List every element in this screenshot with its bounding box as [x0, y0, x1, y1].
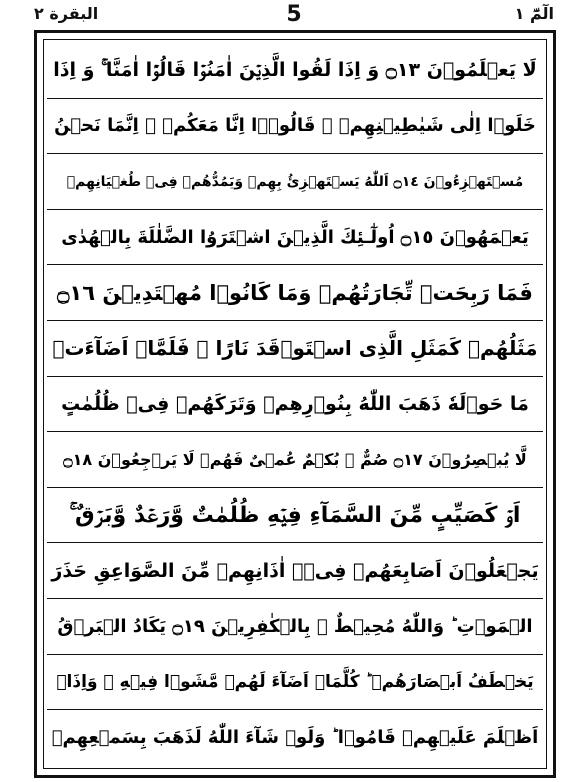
text-line: [47, 43, 543, 99]
line-text: الۡمَوۡتِ ؕ وَاللّٰهُ مُحِيۡطٌ ۢ بِالۡكٰفِرِيۡنَ ۝١٩ يَكَادُ الۡبَرۡقُ: [57, 615, 533, 637]
text-line: [47, 655, 543, 711]
text-line: [47, 321, 543, 377]
text-line: [47, 432, 543, 488]
text-lines: [47, 43, 543, 765]
line-text: فَمَا رَبِحَتۡ تِّجَارَتُهُمۡ وَمَا كَانُوۡا مُهۡتَدِيۡنَ ۝١٦: [57, 280, 533, 305]
line-text: يَعۡمَهُوۡنَ ۝١٥ اُولٰٓـئِكَ الَّذِيۡنَ اشۡتَرَوُا الضَّلٰلَةَ بِالۡهُدٰى: [61, 226, 529, 248]
surah-name: البقرة ٢: [34, 4, 99, 23]
text-line: [47, 599, 543, 655]
line-text: مَا حَوۡلَهٗ ذَهَبَ اللّٰهُ بِنُوۡرِهِمۡ وَتَرَكَهُمۡ فِىۡ ظُلُمٰتٍ: [61, 392, 529, 415]
line-text: لَا يَعۡلَمُوۡنَ ۝١٣ وَ اِذَا لَقُوا الَّذِيۡنَ اٰمَنُوۡا قَالُوۡۤا اٰمَنَّا ۚ وَ اِذَا: [53, 59, 537, 82]
line-text: مُسۡتَهۡزِءُوۡنَ ۝١٤ اَللّٰهُ يَسۡتَهۡزِئُ بِهِمۡ وَيَمُدُّهُمۡ فِىۡ طُغۡيَانِهِمۡ: [66, 173, 524, 190]
line-text: خَلَوۡا اِلٰى شَيٰطِيۡنِهِمۡ ۙ قَالُوۡۤا اِنَّا مَعَكُمۡ ۙ اِنَّمَا نَحۡنُ: [54, 115, 536, 137]
text-line: [47, 543, 543, 599]
text-line: [47, 210, 543, 266]
line-text: يَجۡعَلُوۡنَ اَصَابِعَهُمۡ فِىۡۤ اٰذَانِهِمۡ مِّنَ الصَّوَاعِقِ حَذَرَ: [51, 559, 539, 582]
text-line: [47, 377, 543, 433]
line-text: يَخۡطَفُ اَبۡصَارَهُمۡ ؕ كُلَّمَاۤ اَضَآءَ لَهُمۡ مَّشَوۡا فِيۡهِ ۙ وَاِذَاۤ: [56, 672, 534, 692]
page-number: 5: [286, 2, 302, 27]
page-header: [34, 4, 554, 30]
page-frame: [34, 30, 556, 778]
text-line: [47, 488, 543, 544]
line-text: مَثَلُهُمۡ كَمَثَلِ الَّذِى اسۡتَوۡقَدَ نَارًا ۚ فَلَمَّاۤ اَضَآءَتۡ: [52, 336, 538, 361]
line-text: اَوۡ كَصَيِّبٍ مِّنَ السَّمَآءِ فِيۡهِ ظُلُمٰتٌ وَّرَعۡدٌ وَّبَرۡقٌ ۚ: [69, 502, 521, 528]
juz-name: الٓمّٓ ١: [514, 4, 554, 23]
text-line: [47, 154, 543, 210]
text-line: [47, 99, 543, 155]
text-line: [47, 265, 543, 321]
text-line: [47, 710, 543, 765]
line-text: لَّا يُبۡصِرُوۡنَ ۝١٧ صُمٌّ ۢ بُكۡمٌ عُمۡىٌ فَهُمۡ لَا يَرۡجِعُوۡنَ ۝١٨: [63, 450, 527, 470]
line-text: اَظۡلَمَ عَلَيۡهِمۡ قَامُوۡا ؕ وَلَوۡ شَآءَ اللّٰهُ لَذَهَبَ بِسَمۡعِهِمۡ: [51, 727, 539, 749]
